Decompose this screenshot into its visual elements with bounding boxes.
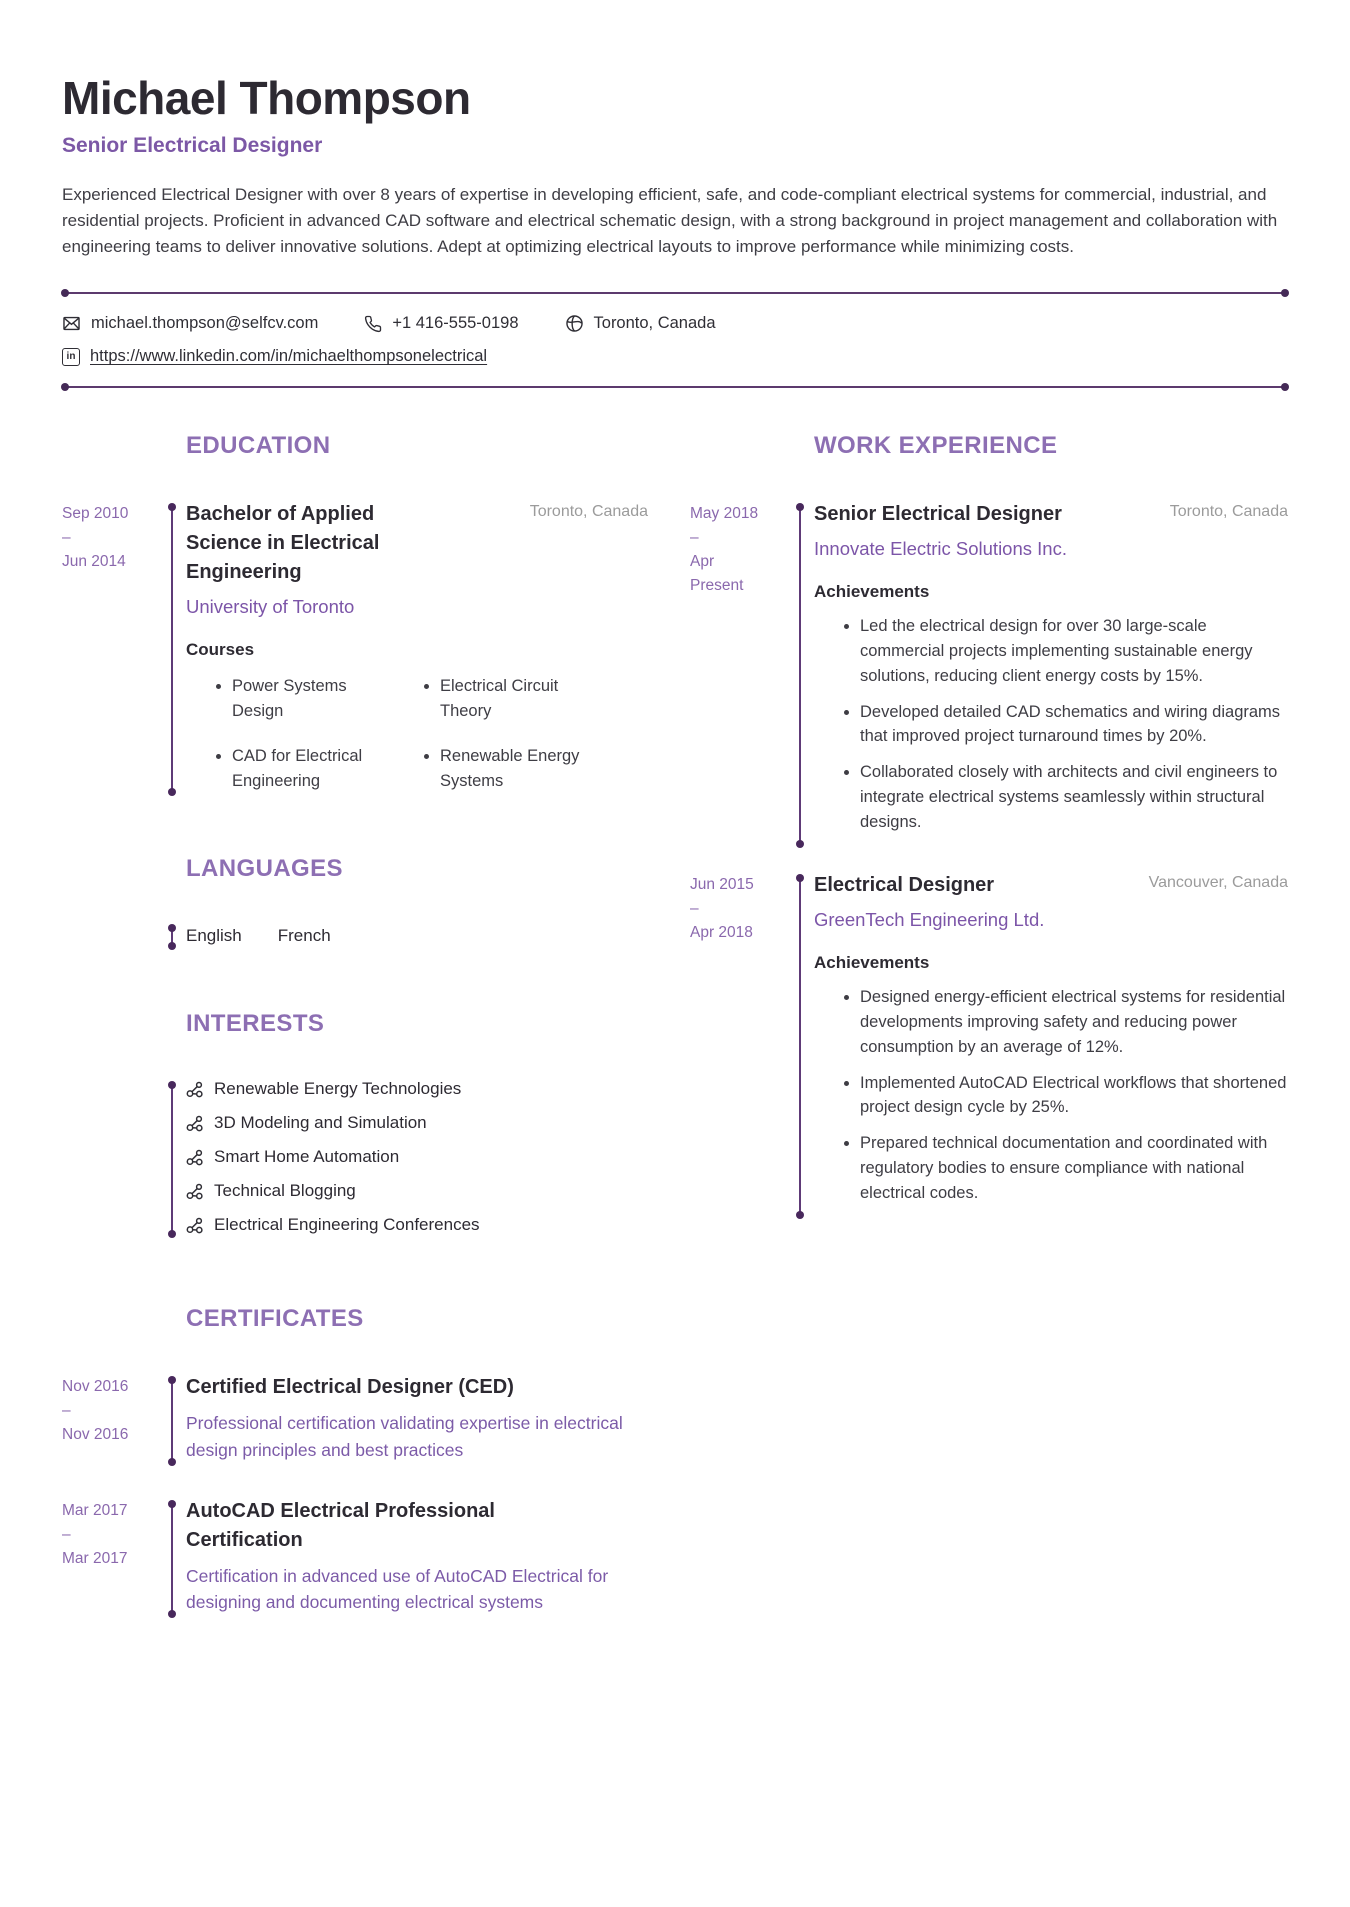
job-title: Senior Electrical Designer xyxy=(814,503,1062,526)
work-dates xyxy=(690,500,788,845)
phone-text: +1 416-555-0198 xyxy=(392,314,519,333)
section-header-work: WORK EXPERIENCE xyxy=(814,432,1058,460)
contact-linkedin xyxy=(62,347,487,366)
course-item: • Renewable Energy Systems xyxy=(440,744,605,794)
summary-paragraph: Experienced Electrical Designer with over 8 years of expertise in developing efficient, safe, and code-compliant electrical systems for commercial, industrial, and residential projects. Proficient in advanced CAD software and electrical schematic design, with a strong background in project management and collaboration with engineering teams to deliver innovative solutions. Adept at optimizing electrical layouts to improve performance while minimizing costs. xyxy=(62,185,1278,257)
languages-dates-empty xyxy=(62,923,160,946)
date-end-line1: Apr xyxy=(690,553,715,571)
certificate-entry xyxy=(62,1373,648,1463)
achievement-item: • Collaborated closely with architects and civil engineers to integrate electrical systems seamlessly within structural designs. xyxy=(860,760,1288,834)
share-nodes-icon xyxy=(186,1115,203,1132)
date-separator: – xyxy=(690,529,699,547)
date-end: Apr 2018 xyxy=(690,924,753,942)
date-end: Jun 2014 xyxy=(62,553,126,571)
share-nodes-icon xyxy=(186,1217,203,1234)
date-separator: – xyxy=(62,1525,71,1543)
education-dates xyxy=(62,500,160,793)
job-location: Toronto, Canada xyxy=(1169,503,1288,521)
linkedin-row xyxy=(62,347,1288,366)
person-name: Michael Thompson xyxy=(62,72,471,124)
achievements-list xyxy=(814,614,1288,834)
location-text: Toronto, Canada xyxy=(593,314,716,333)
date-separator: – xyxy=(62,529,71,547)
work-dates xyxy=(690,871,788,1216)
date-start: Nov 2016 xyxy=(62,1378,129,1396)
course-item: • Power Systems Design xyxy=(232,674,397,724)
share-nodes-icon xyxy=(186,1183,203,1200)
certificate-title: AutoCAD Electrical Professional Certification xyxy=(186,1499,495,1551)
date-start: May 2018 xyxy=(690,505,759,523)
course-item: • Electrical Circuit Theory xyxy=(440,674,605,724)
degree-title: Bachelor of Applied Science in Electrical Engineering xyxy=(186,503,380,584)
languages-entry xyxy=(62,923,648,946)
timeline xyxy=(160,1497,186,1616)
person-job-title: Senior Electrical Designer xyxy=(62,134,323,158)
date-end: Mar 2017 xyxy=(62,1549,128,1567)
language-item: French xyxy=(277,926,331,946)
certificate-body xyxy=(186,1497,648,1616)
interest-item: Renewable Energy Technologies xyxy=(186,1079,648,1099)
work-entry xyxy=(690,871,1288,1216)
timeline xyxy=(788,871,814,1216)
job-title: Electrical Designer xyxy=(814,874,995,897)
achievement-item: • Led the electrical design for over 30 large-scale commercial projects implementing sustainable energy solutions, reducing client energy costs by 15%. xyxy=(860,614,1288,688)
main-columns xyxy=(62,388,1288,1615)
date-end: Nov 2016 xyxy=(62,1426,129,1444)
contact-location xyxy=(565,314,716,333)
company-name: GreenTech Engineering Ltd. xyxy=(814,909,1045,931)
languages-list xyxy=(186,923,648,946)
certificate-entry xyxy=(62,1497,648,1616)
section-header-education: EDUCATION xyxy=(186,432,331,460)
achievements-label: Achievements xyxy=(814,582,930,602)
education-body xyxy=(186,500,648,793)
date-separator: – xyxy=(690,900,699,918)
certificate-dates xyxy=(62,1373,160,1463)
contact-email xyxy=(62,314,318,333)
certificate-title: Certified Electrical Designer (CED) xyxy=(186,1376,514,1399)
certificate-description: Professional certification validating expertise in electrical design principles and best practices xyxy=(186,1413,623,1460)
linkedin-link[interactable]: https://www.linkedin.com/in/michaelthompsonelectrical xyxy=(90,347,488,366)
interests-list xyxy=(186,1078,648,1235)
timeline xyxy=(160,923,186,946)
left-column xyxy=(62,388,648,1615)
certificate-dates xyxy=(62,1497,160,1616)
share-nodes-icon xyxy=(186,1149,203,1166)
globe-icon xyxy=(565,314,584,333)
share-nodes-icon xyxy=(186,1081,203,1098)
section-header-interests: INTERESTS xyxy=(186,1010,325,1038)
date-start: Sep 2010 xyxy=(62,505,129,523)
work-body xyxy=(814,500,1288,845)
education-location: Toronto, Canada xyxy=(529,503,648,521)
language-item: English xyxy=(186,926,242,946)
date-separator: – xyxy=(62,1402,71,1420)
timeline xyxy=(160,1373,186,1463)
date-start: Mar 2017 xyxy=(62,1501,128,1519)
school-name: University of Toronto xyxy=(186,596,355,618)
interests-dates-empty xyxy=(62,1078,160,1235)
contact-phone xyxy=(364,314,518,333)
interest-item: Technical Blogging xyxy=(186,1181,648,1201)
email-text: michael.thompson@selfcv.com xyxy=(91,314,319,333)
section-header-languages: LANGUAGES xyxy=(186,855,343,883)
section-header-certificates: CERTIFICATES xyxy=(186,1305,364,1333)
interest-item: 3D Modeling and Simulation xyxy=(186,1113,648,1133)
interest-item: Smart Home Automation xyxy=(186,1147,648,1167)
timeline xyxy=(160,1078,186,1235)
courses-label: Courses xyxy=(186,640,255,660)
timeline xyxy=(160,500,186,793)
achievement-item: • Designed energy-efficient electrical systems for residential developments improving safety and reducing power consumption by an average of 12%. xyxy=(860,985,1288,1059)
course-item: • CAD for Electrical Engineering xyxy=(232,744,397,794)
divider xyxy=(62,386,1288,388)
phone-icon xyxy=(364,315,382,333)
achievements-label: Achievements xyxy=(814,953,930,973)
divider xyxy=(62,292,1288,294)
right-column xyxy=(690,388,1288,1615)
interest-item: Electrical Engineering Conferences xyxy=(186,1215,648,1235)
email-icon xyxy=(62,314,81,333)
company-name: Innovate Electric Solutions Inc. xyxy=(814,538,1067,560)
certificate-description: Certification in advanced use of AutoCAD Electrical for designing and documenting electrical systems xyxy=(186,1565,609,1613)
achievement-item: • Prepared technical documentation and coordinated with regulatory bodies to ensure compliance with national electrical codes. xyxy=(860,1131,1288,1205)
linkedin-icon: in xyxy=(62,348,80,366)
job-location: Vancouver, Canada xyxy=(1148,874,1288,892)
certificate-body xyxy=(186,1373,648,1463)
courses-list xyxy=(186,674,648,793)
work-body xyxy=(814,871,1288,1216)
achievement-item: • Developed detailed CAD schematics and wiring diagrams that improved project turnaround times by 20%. xyxy=(860,700,1288,750)
date-start: Jun 2015 xyxy=(690,876,754,894)
timeline xyxy=(788,500,814,845)
work-entry xyxy=(690,500,1288,845)
achievement-item: • Implemented AutoCAD Electrical workflows that shortened project design cycle by 25%. xyxy=(860,1071,1288,1121)
contact-row xyxy=(62,314,1288,333)
date-end-line2: Present xyxy=(690,577,744,595)
interests-entry xyxy=(62,1078,648,1235)
education-entry xyxy=(62,500,648,793)
achievements-list xyxy=(814,985,1288,1205)
